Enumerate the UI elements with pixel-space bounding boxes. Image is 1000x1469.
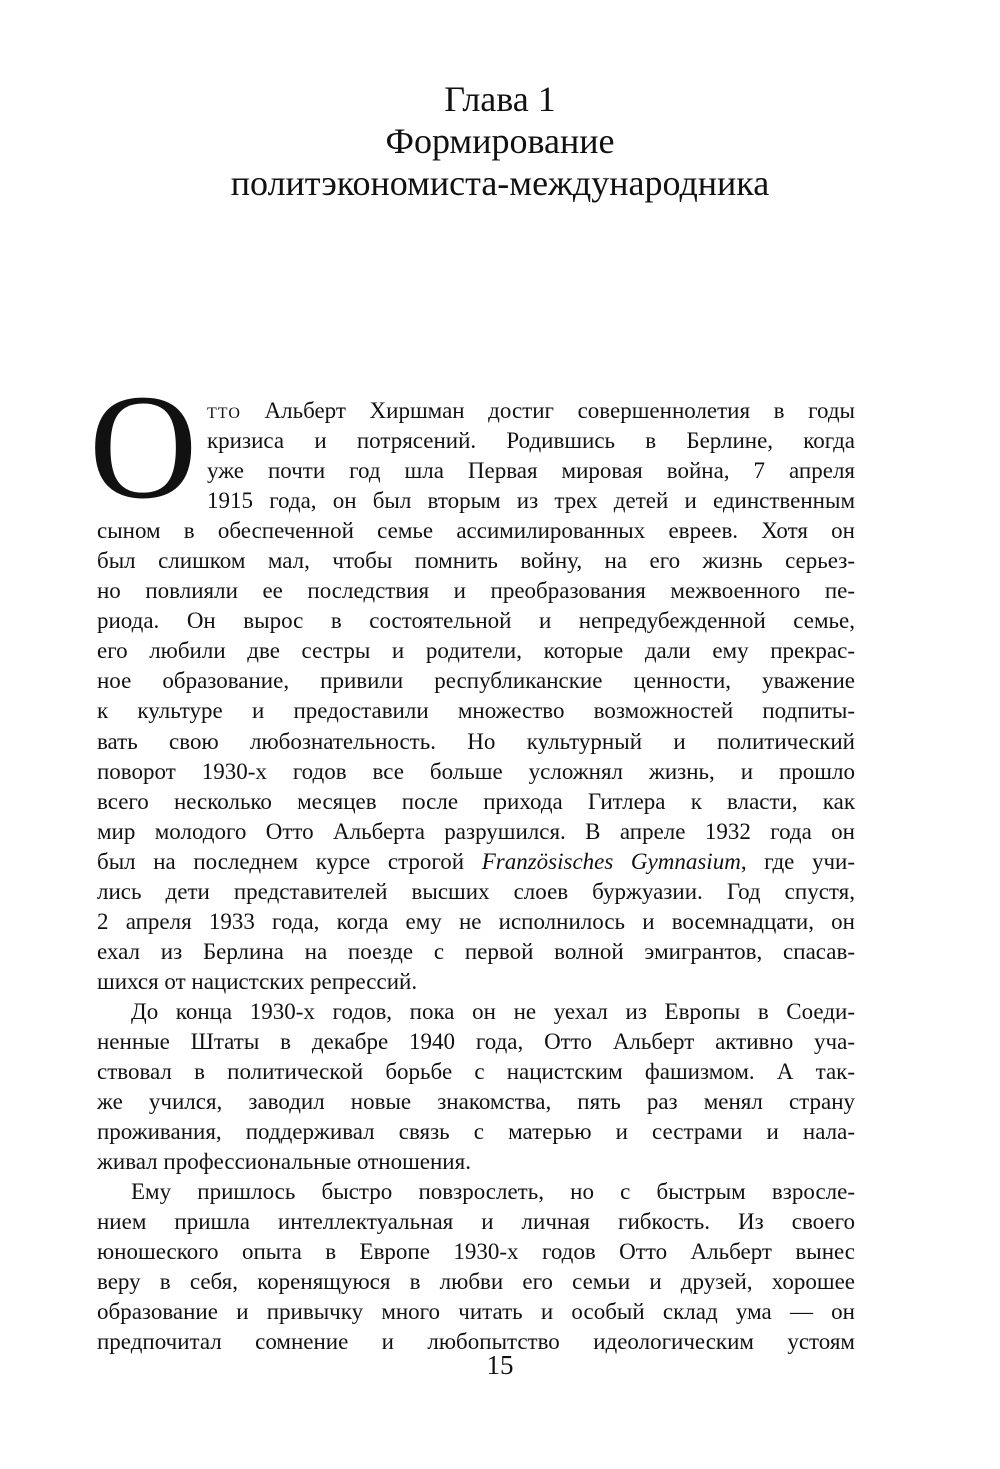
text-line: кризиса и потрясений. Родившись в Берлине, когда: [207, 428, 855, 454]
paragraph-2: [97, 997, 855, 1177]
text-line: ехал из Берлина на поезде с первой волной эмигрантов, спасав-: [97, 938, 855, 964]
text-line: лись дети представителей высших слоев буржуазии. Год спустя,: [97, 878, 855, 904]
text-line: ное образование, привили республиканские ценности, уважение: [97, 668, 855, 694]
text-line: Ему пришлось быстро повзрослеть, но с быстрым взросле-: [131, 1179, 855, 1205]
text-line: риода. Он вырос в состоятельной и непредубежденной семье,: [97, 608, 855, 634]
chapter-title-line-2: политэкономиста-международника: [230, 163, 770, 203]
text-line: вать свою любознательность. Но культурный и политический: [97, 728, 855, 754]
body-text: [89, 364, 856, 1358]
text-line: же учился, заводил новые знакомства, пять раз менял страну: [97, 1089, 855, 1115]
text-line: сыном в обеспеченной семье ассимилированных евреев. Хотя он: [97, 518, 855, 544]
text-line: 2 апреля 1933 года, когда ему не исполнилось и восемнадцати, он: [97, 908, 855, 934]
paragraph-1: [97, 396, 855, 997]
drop-cap: О: [89, 364, 198, 530]
text-line: ствовал в политической борьбе с нацистским фашизмом. А так-: [97, 1059, 855, 1085]
text-line: нием пришла интеллектуальная и личная гибкость. Из своего: [97, 1209, 855, 1235]
page-number: 15: [486, 1350, 514, 1380]
text-line: юношеского опыта в Европе 1930-х годов Отто Альберт вынес: [97, 1239, 855, 1265]
text-line: проживания, поддерживал связь с матерью и сестрами и нала-: [97, 1119, 855, 1145]
text-line: мир молодого Отто Альберта разрушился. В апреле 1932 года он: [97, 818, 855, 844]
italic-term: Französisches Gymnasium: [481, 848, 741, 874]
text-line: но повлияли ее последствия и преобразования межвоенного пе-: [97, 578, 855, 604]
text-line: тто Альберт Хиршман достиг совершеннолетия в годы: [207, 398, 855, 423]
text-line: к культуре и предоставили множество возможностей подпиты-: [97, 698, 855, 724]
text-line: был слишком мал, чтобы помнить войну, на его жизнь серьез-: [97, 548, 855, 574]
chapter-number: Глава 1: [444, 79, 556, 119]
paragraph-3: [97, 1177, 855, 1357]
text-line: предпочитал сомнение и любопытство идеологическим устоям: [97, 1329, 855, 1355]
text-line: образование и привычку много читать и особый склад ума — он: [97, 1299, 855, 1325]
text-line: ненные Штаты в декабре 1940 года, Отто Альберт активно уча-: [97, 1028, 855, 1054]
text-line: уже почти год шла Первая мировая война, 7 апреля: [207, 458, 855, 484]
chapter-title-line-1: Формирование: [385, 121, 615, 161]
text-line: 1915 года, он был вторым из трех детей и единственным: [207, 488, 855, 514]
first-word-rest: тто: [207, 398, 241, 423]
chapter-heading: [0, 78, 1000, 204]
text-line: был на последнем курсе строгой Französisches Gymnasium, где учи-: [97, 848, 856, 874]
text-line: веру в себя, коренящуюся в любви его семьи и друзей, хорошее: [97, 1269, 855, 1295]
text-line: живал профессиональные отношения.: [97, 1149, 471, 1175]
text-line: его любили две сестры и родители, которые дали ему прекрас-: [97, 638, 855, 664]
text-line: шихся от нацистских репрессий.: [97, 968, 418, 994]
text-line: всего несколько месяцев после прихода Гитлера к власти, как: [97, 788, 855, 814]
text-line: До конца 1930-х годов, пока он не уехал из Европы в Соеди-: [131, 998, 855, 1024]
text-line: поворот 1930-х годов все больше усложнял жизнь, и прошло: [97, 758, 855, 784]
